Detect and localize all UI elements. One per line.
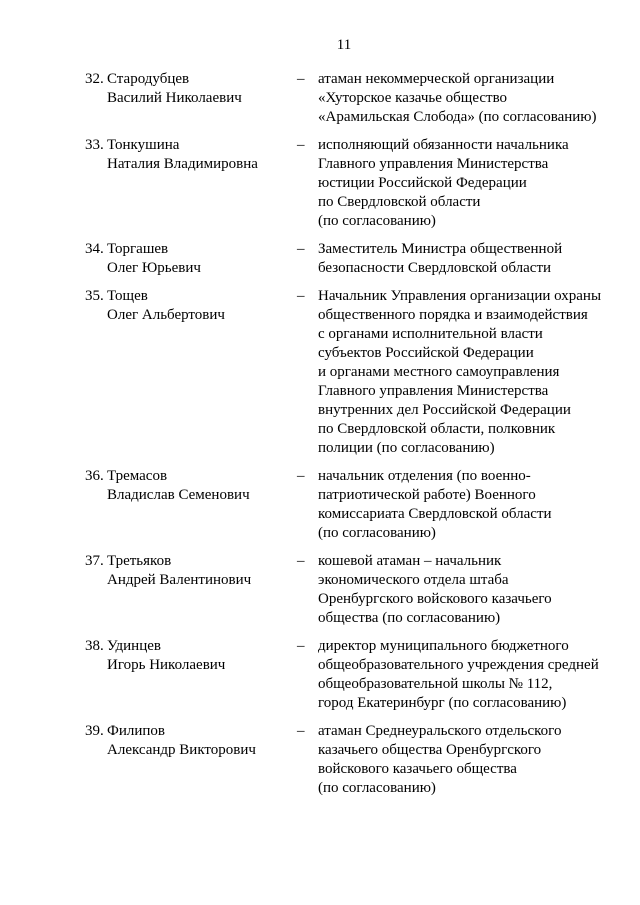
entry-separator-dash: – — [297, 723, 305, 739]
list-item — [85, 240, 603, 278]
list-item — [85, 722, 603, 798]
entry-name-line: Филипов — [107, 723, 166, 739]
entry-separator-dash: – — [297, 553, 305, 569]
entry-description-line: Начальник Управления организации охраны — [318, 288, 602, 304]
entries-list — [85, 70, 603, 807]
entry-description-line: общеобразовательной школы № 112, — [318, 676, 553, 692]
entry-description-line: и органами местного самоуправления — [318, 364, 560, 380]
entry-description — [318, 70, 603, 127]
entry-separator-dash: – — [297, 288, 305, 304]
entry-name — [107, 722, 297, 798]
entry-number: 37. — [85, 553, 104, 569]
entry-name — [107, 136, 297, 231]
entry-number: 35. — [85, 288, 104, 304]
entry-name-line: Олег Альбертович — [107, 307, 225, 323]
entry-number: 34. — [85, 241, 104, 257]
entry-description-line: патриотической работе) Военного — [318, 487, 536, 503]
entry-separator-dash: – — [297, 241, 305, 257]
entry-description-line: казачьего общества Оренбургского — [318, 742, 542, 758]
entry-description-line: безопасности Свердловской области — [318, 260, 552, 276]
entry-number: 38. — [85, 638, 104, 654]
entry-description — [318, 136, 603, 231]
entry-name-line: Тощев — [107, 288, 148, 304]
entry-name-line: Игорь Николаевич — [107, 657, 226, 673]
entry-name-line: Удинцев — [107, 638, 161, 654]
entry-description-line: субъектов Российской Федерации — [318, 345, 534, 361]
entry-description — [318, 722, 603, 798]
entry-separator-dash: – — [297, 71, 305, 87]
entry-separator-dash: – — [297, 137, 305, 153]
entry-description — [318, 637, 603, 713]
entry-description-line: «Арамильская Слобода» (по согласованию) — [318, 109, 597, 125]
entry-name-line: Тонкушина — [107, 137, 180, 153]
entry-description-line: по Свердловской области — [318, 194, 481, 210]
entry-number: 32. — [85, 71, 104, 87]
entry-description — [318, 240, 603, 278]
entry-description — [318, 467, 603, 543]
entry-number: 33. — [85, 137, 104, 153]
entry-name-line: Тремасов — [107, 468, 168, 484]
entry-name — [107, 467, 297, 543]
entry-description-line: атаман Среднеуральского отдельского — [318, 723, 562, 739]
entry-description-line: юстиции Российской Федерации — [318, 175, 527, 191]
list-item — [85, 287, 603, 458]
list-item — [85, 70, 603, 127]
list-item — [85, 467, 603, 543]
entry-description-line: с органами исполнительной власти — [318, 326, 543, 342]
entry-description-line: общеобразовательного учреждения средней — [318, 657, 599, 673]
entry-name-line: Олег Юрьевич — [107, 260, 201, 276]
entry-description-line: полиции (по согласованию) — [318, 440, 495, 456]
entry-description-line: внутренних дел Российской Федерации — [318, 402, 571, 418]
list-item — [85, 136, 603, 231]
entry-description-line: общественного порядка и взаимодействия — [318, 307, 588, 323]
list-item — [85, 552, 603, 628]
entry-name-line: Третьяков — [107, 553, 172, 569]
entry-description-line: «Хуторское казачье общество — [318, 90, 508, 106]
entry-separator-dash: – — [297, 468, 305, 484]
entry-description-line: директор муниципального бюджетного — [318, 638, 569, 654]
entry-description-line: Главного управления Министерства — [318, 383, 549, 399]
entry-name — [107, 637, 297, 713]
entry-description-line: (по согласованию) — [318, 213, 436, 229]
entry-description-line: город Екатеринбург (по согласованию) — [318, 695, 567, 711]
entry-description-line: начальник отделения (по военно- — [318, 468, 531, 484]
entry-name-line: Александр Викторович — [107, 742, 256, 758]
entry-number: 39. — [85, 723, 104, 739]
entry-name-line: Наталия Владимировна — [107, 156, 258, 172]
entry-description-line: (по согласованию) — [318, 525, 436, 541]
page-number: 11 — [336, 37, 352, 53]
entry-description — [318, 287, 603, 458]
entry-name-line: Торгашев — [107, 241, 169, 257]
entry-name — [107, 70, 297, 127]
list-item — [85, 637, 603, 713]
entry-description-line: Оренбургского войскового казачьего — [318, 591, 552, 607]
entry-name-line: Василий Николаевич — [107, 90, 242, 106]
entry-name-line: Андрей Валентинович — [107, 572, 252, 588]
entry-description-line: войскового казачьего общества — [318, 761, 517, 777]
entry-description-line: исполняющий обязанности начальника — [318, 137, 569, 153]
entry-description-line: по Свердловской области, полковник — [318, 421, 556, 437]
entry-description-line: комиссариата Свердловской области — [318, 506, 552, 522]
entry-description-line: кошевой атаман – начальник — [318, 553, 502, 569]
entry-name — [107, 552, 297, 628]
entry-name-line: Стародубцев — [107, 71, 190, 87]
entry-description-line: (по согласованию) — [318, 780, 436, 796]
entry-separator-dash: – — [297, 638, 305, 654]
entry-description-line: экономического отдела штаба — [318, 572, 509, 588]
entry-description-line: общества (по согласованию) — [318, 610, 501, 626]
entry-number: 36. — [85, 468, 104, 484]
entry-name — [107, 287, 297, 458]
entry-name-line: Владислав Семенович — [107, 487, 250, 503]
entry-description-line: атаман некоммерческой организации — [318, 71, 555, 87]
entry-description-line: Главного управления Министерства — [318, 156, 549, 172]
entry-description-line: Заместитель Министра общественной — [318, 241, 563, 257]
entry-name — [107, 240, 297, 278]
entry-description — [318, 552, 603, 628]
